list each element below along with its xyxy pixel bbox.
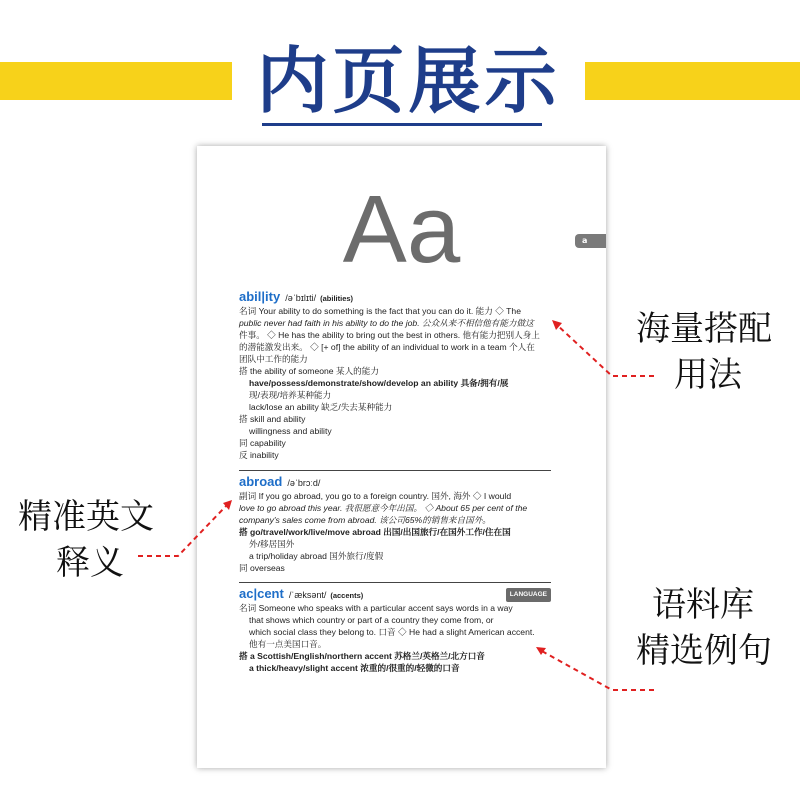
entry-ability — [239, 289, 551, 461]
title-underline — [262, 123, 542, 126]
decorative-bar-left — [0, 62, 232, 100]
entry-abroad — [239, 474, 551, 574]
annotation-line: 精选例句 — [636, 631, 772, 671]
inflection: (accents) — [330, 591, 364, 600]
collocation-line: have/possess/demonstrate/show/develop an ability 具备/拥有/展 — [249, 378, 509, 388]
example-line: company's sales come from abroad. 该公司65%的销售来自国外。 — [239, 515, 491, 525]
dictionary-page — [197, 146, 606, 768]
example-line: 件事。 ◇ He has the ability to bring out the best in others. 他有能力把别人身上 — [239, 330, 540, 340]
entry-separator — [239, 470, 551, 471]
collocation-line: willingness and ability — [249, 426, 332, 436]
synonym-line: 同 capability — [239, 438, 286, 448]
annotation-line: 用法 — [674, 355, 742, 395]
big-letter: Aa — [342, 176, 461, 283]
pronunciation: /ˈæksənt/ — [288, 590, 327, 600]
decorative-bar-right — [585, 62, 800, 100]
collocation-line: 现/表现/培养某种能力 — [249, 390, 332, 400]
collocation-line: 搭 skill and ability — [239, 414, 306, 424]
headword: abroad — [239, 474, 283, 489]
antonym-line: 反 inability — [239, 450, 279, 460]
example-line: love to go abroad this year. 我很愿意今年出国。 ◇ About 65 per cent of the — [239, 503, 528, 513]
entry-separator — [239, 582, 551, 583]
collocation-line: 搭 go/travel/work/live/move abroad 出国/出国旅行/在国外工作/住在国 — [239, 527, 511, 537]
definition-line: 名词 Your ability to do something is the fact that you can do it. 能力 ◇ The — [239, 306, 521, 316]
headword: abil|ity — [239, 289, 281, 304]
annotation-collocations — [636, 306, 800, 398]
example-line: public never had faith in his ability to do the job. 公众从来不相信他有能力做这 — [239, 318, 534, 328]
definition-line: that shows which country or part of a country they come from, or — [249, 615, 494, 625]
definition-line: which social class they belong to. 口音 ◇ He had a slight American accent. — [249, 627, 535, 637]
language-badge: LANGUAGE — [506, 588, 551, 602]
synonym-line: 同 overseas — [239, 563, 285, 573]
annotation-line: 释义 — [56, 543, 124, 583]
pronunciation: /əˈbɪlɪti/ — [285, 293, 317, 303]
definition-line: 副词 If you go abroad, you go to a foreign country. 国外, 海外 ◇ I would — [239, 491, 512, 501]
example-line: 他有一点美国口音。 — [249, 639, 327, 649]
example-line: 的潜能激发出来。 ◇ [+ of] the ability of an individual to work in a team 个人在 — [239, 342, 535, 352]
definition-line: 名词 Someone who speaks with a particular accent says words in a way — [239, 603, 513, 613]
example-line: 团队中工作的能力 — [239, 354, 308, 364]
page-title: 内页展示 — [256, 39, 561, 123]
collocation-line: a thick/heavy/slight accent 浓重的/很重的/轻微的口音 — [249, 663, 460, 673]
collocation-line: 搭 a Scottish/English/northern accent 苏格兰/英格兰/北方口音 — [239, 651, 485, 661]
collocation-line: a trip/holiday abroad 国外旅行/度假 — [249, 551, 384, 561]
annotation-line: 语料库 — [652, 585, 754, 625]
annotation-line: 海量搭配 — [636, 309, 772, 349]
annotation-line: 精准英文 — [18, 497, 154, 537]
pronunciation: /əˈbrɔːd/ — [287, 478, 321, 488]
inflection: (abilities) — [320, 294, 354, 303]
collocation-line: 外/移居国外 — [249, 539, 295, 549]
annotation-examples — [636, 582, 800, 674]
collocation-line: lack/lose an ability 缺乏/失去某种能力 — [249, 402, 393, 412]
collocation-line: 搭 the ability of someone 某人的能力 — [239, 366, 379, 376]
entry-accent — [239, 586, 551, 674]
page-letter-tab: a — [575, 234, 606, 248]
headword: ac|cent — [239, 586, 284, 601]
annotation-definitions — [18, 494, 188, 586]
